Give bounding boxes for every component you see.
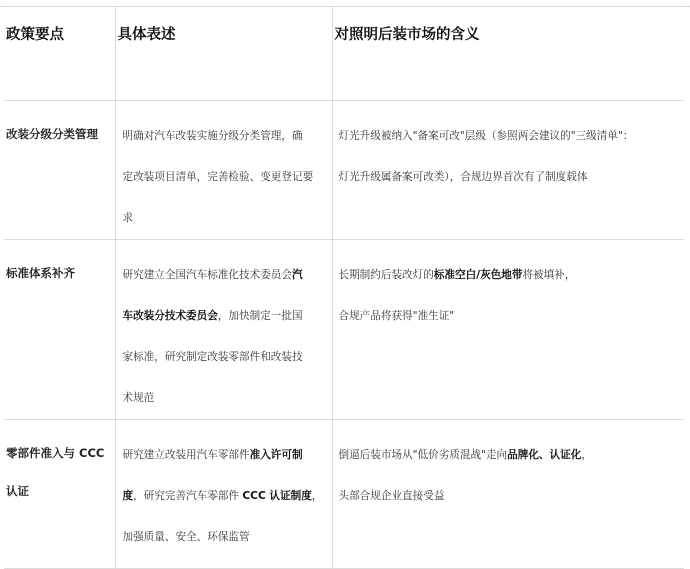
- bold-text: 品牌化、认证化: [507, 449, 582, 461]
- text-run: 研究建立改装用汽车零部件: [122, 449, 250, 461]
- meaning-cell: [332, 420, 684, 569]
- policy-key-line: 认证: [6, 484, 29, 498]
- table-header-row: [4, 7, 684, 101]
- text-line: [123, 476, 328, 517]
- text-run: ，: [581, 449, 592, 461]
- detail-text: [116, 240, 332, 419]
- bold-text: 准入许可制: [249, 449, 303, 461]
- header-policy-points: 政策要点: [6, 27, 64, 43]
- table-row: [4, 240, 684, 420]
- bold-text: 标准空白/灰色地带: [433, 269, 523, 281]
- policy-cell: [4, 101, 115, 240]
- meaning-cell: [332, 101, 684, 240]
- text-line: [123, 378, 328, 419]
- text-run: ，研究完善汽车零部件: [133, 490, 243, 502]
- policy-key-line: 零部件准入与 CCC: [6, 446, 105, 460]
- text-run: 术规范: [122, 392, 155, 404]
- meaning-text: [333, 101, 685, 198]
- meaning-cell: [332, 240, 684, 420]
- bold-text: 度: [122, 490, 134, 502]
- text-run: 将被填补，: [522, 269, 576, 281]
- header-specific-statement: 具体表述: [117, 27, 176, 43]
- detail-line: 明确对汽车改装实施分级分类管理，确: [122, 130, 303, 142]
- meaning-line: 灯光升级属备案可改类），合规边界首次有了制度载体: [338, 171, 588, 183]
- text-run: 长期制约后装改灯的: [338, 269, 434, 281]
- text-run: 倒逼后装市场从"低价劣质混战"走向: [338, 449, 508, 461]
- policy-key: [4, 420, 115, 510]
- header-market-meaning: 对照明后装市场的含义: [334, 27, 480, 43]
- text-line: [339, 255, 681, 296]
- text-run: 家标准，研究制定改装零部件和改装技: [122, 351, 303, 363]
- table-row: [4, 420, 684, 569]
- text-run: 加强质量、安全、环保监管: [122, 531, 250, 543]
- meaning-line: 灯光升级被纳入"备案可改"层级（参照两会建议的"三级清单"：: [338, 130, 634, 142]
- meaning-text: [333, 240, 685, 337]
- text-run: ，加快制定一批国: [217, 310, 303, 322]
- bold-text: CCC 认证制度: [242, 490, 312, 502]
- policy-cell: [4, 240, 115, 420]
- detail-cell: [115, 101, 332, 240]
- text-line: [123, 255, 328, 296]
- text-line: [123, 296, 328, 337]
- detail-line: 求: [122, 212, 134, 224]
- bold-text: 汽: [292, 269, 303, 281]
- text-line: [123, 337, 328, 378]
- header-cell-policy: [4, 7, 115, 101]
- detail-cell: [115, 240, 332, 420]
- header-cell-meaning: [332, 7, 684, 101]
- text-line: [123, 517, 328, 558]
- text-line: [339, 476, 681, 517]
- policy-key: 标准体系补齐: [6, 266, 75, 280]
- policy-key: 改装分级分类管理: [6, 127, 98, 141]
- text-run: ，: [311, 490, 323, 502]
- detail-text: [116, 101, 332, 239]
- text-line: [339, 435, 681, 476]
- text-run: 头部合规企业直接受益: [338, 490, 445, 502]
- text-line: [123, 435, 328, 476]
- bold-text: 车改装分技术委员会: [122, 310, 218, 322]
- detail-text: [116, 420, 332, 558]
- text-run: 研究建立全国汽车标准化技术委员会: [122, 269, 292, 281]
- detail-cell: [115, 420, 332, 569]
- table-row: [4, 101, 684, 240]
- meaning-text: [333, 420, 685, 517]
- text-line: [339, 296, 681, 337]
- policy-cell: [4, 420, 115, 569]
- detail-line: 定改装项目清单，完善检验、变更登记要: [122, 171, 314, 183]
- policy-table: [4, 6, 684, 569]
- text-run: 合规产品将获得"准生证": [338, 310, 455, 322]
- header-cell-detail: [115, 7, 332, 101]
